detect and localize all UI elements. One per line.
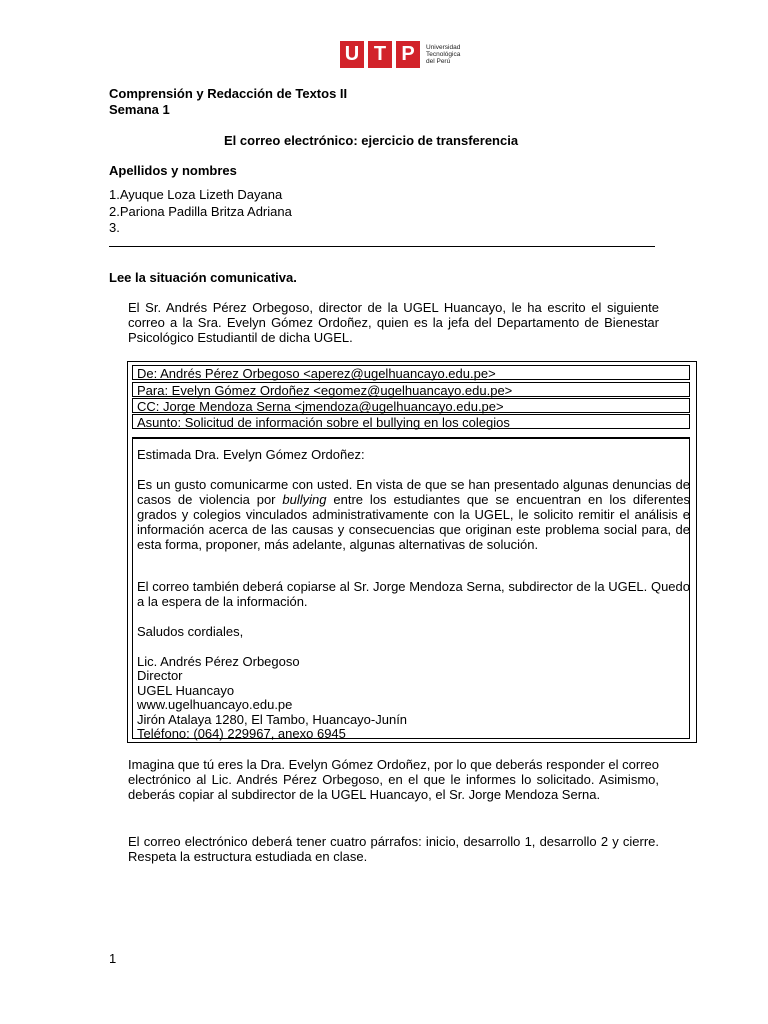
page-number: 1 bbox=[109, 951, 117, 966]
email-cc: CC: Jorge Mendoza Serna <jmendoza@ugelhuancayo.edu.pe> bbox=[132, 398, 690, 413]
instructions-paragraph-2: El correo electrónico deberá tener cuatro párrafos: inicio, desarrollo 1, desarrollo 2 y cierre. Respeta la estructura estudiada en clase. bbox=[128, 834, 659, 864]
signature-org: UGEL Huancayo bbox=[137, 683, 235, 698]
email-subject: Asunto: Solicitud de información sobre el bullying en los colegios bbox=[132, 414, 690, 429]
situation-label: Lee la situación comunicativa. bbox=[109, 270, 297, 285]
student-name-2: 2.Pariona Padilla Britza Adriana bbox=[109, 204, 292, 219]
course-title: Comprensión y Redacción de Textos II bbox=[109, 86, 348, 101]
instructions-paragraph-1: Imagina que tú eres la Dra. Evelyn Gómez Ordoñez, por lo que deberás responder el correo electrónico al Lic. Andrés Pérez Orbegoso, en el que le informes lo solicitado. Asimismo, deberás copiar al subdirector de la UGEL Huancayo, el Sr. Jorge Mendoza Serna. bbox=[128, 757, 659, 802]
email-body bbox=[132, 437, 690, 739]
signature-role: Director bbox=[137, 668, 183, 683]
student-name-1: 1.Ayuque Loza Lizeth Dayana bbox=[109, 187, 283, 202]
email-closing: Saludos cordiales, bbox=[137, 624, 244, 639]
week-label: Semana 1 bbox=[109, 102, 170, 117]
document-title: El correo electrónico: ejercicio de transferencia bbox=[224, 133, 519, 148]
signature-website: www.ugelhuancayo.edu.pe bbox=[137, 697, 293, 712]
email-paragraph-1: Es un gusto comunicarme con usted. En vista de que se han presentado algunas denuncias de casos de violencia por bullying entre los estudiantes que se encuentran en los diferentes grados y colegios vinculados administrativamente con la UGEL, le solicito remitir el análisis e información acerca de las causas y consecuencias que originan este problema social para, de esta forma, proponer, más adelante, algunas alternativas de solución. bbox=[137, 477, 690, 552]
signature-name: Lic. Andrés Pérez Orbegoso bbox=[137, 654, 300, 669]
email-greeting: Estimada Dra. Evelyn Gómez Ordoñez: bbox=[137, 447, 365, 462]
signature-phone: Teléfono: (064) 229967, anexo 6945 bbox=[137, 726, 346, 741]
logo-letter-p: P bbox=[396, 41, 420, 68]
email-sample bbox=[127, 361, 697, 743]
logo-letter-t: T bbox=[368, 41, 392, 68]
bullying-term: bullying bbox=[282, 492, 327, 507]
logo-letter-u: U bbox=[340, 41, 364, 68]
logo-university-name: Universidad Tecnológica del Perú bbox=[426, 43, 461, 65]
utp-logo bbox=[340, 40, 476, 68]
situation-intro: El Sr. Andrés Pérez Orbegoso, director de la UGEL Huancayo, le ha escrito el siguiente correo a la Sra. Evelyn Gómez Ordoñez, quien es la jefa del Departamento de Bienestar Psicológico Estudiantil de dicha UGEL. bbox=[128, 300, 659, 345]
names-divider bbox=[109, 246, 655, 247]
names-label: Apellidos y nombres bbox=[109, 163, 237, 178]
email-from: De: Andrés Pérez Orbegoso <aperez@ugelhuancayo.edu.pe> bbox=[132, 365, 690, 380]
student-name-3: 3. bbox=[109, 220, 120, 235]
email-to: Para: Evelyn Gómez Ordoñez <egomez@ugelhuancayo.edu.pe> bbox=[132, 382, 690, 397]
email-paragraph-2: El correo también deberá copiarse al Sr. Jorge Mendoza Serna, subdirector de la UGEL. Quedo a la espera de la información. bbox=[137, 579, 690, 609]
signature-address: Jirón Atalaya 1280, El Tambo, Huancayo-Junín bbox=[137, 712, 408, 727]
